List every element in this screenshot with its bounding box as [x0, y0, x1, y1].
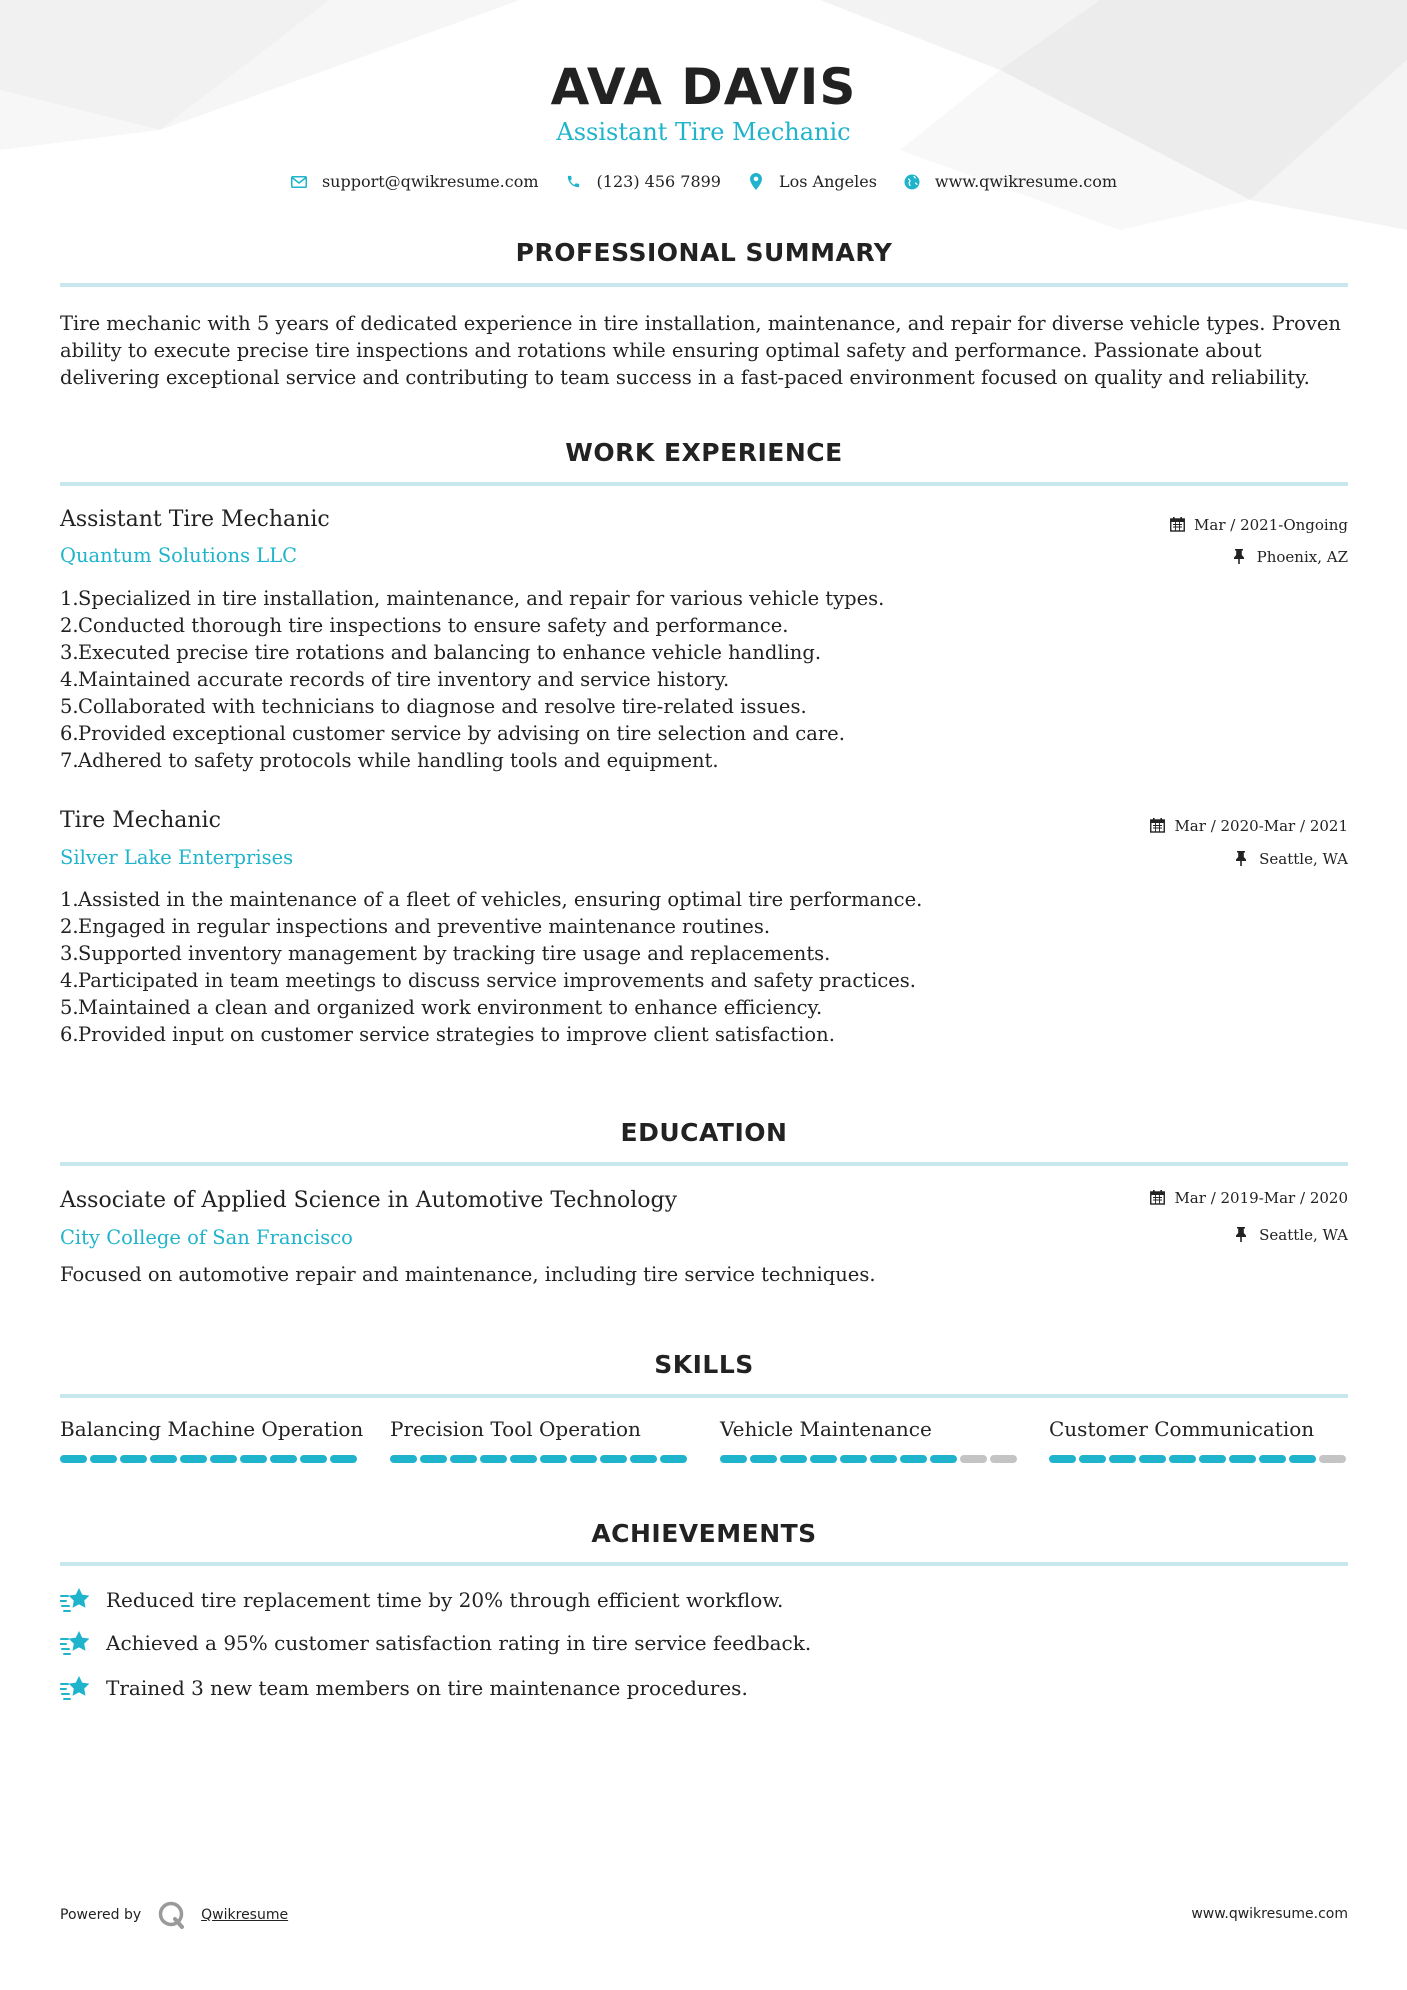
achievement-text: Trained 3 new team members on tire maintenance procedures.: [106, 1676, 748, 1700]
education-location: [1235, 1226, 1348, 1244]
job-dates: [1150, 817, 1348, 835]
skill-segment-filled: [1079, 1455, 1106, 1463]
summary-text: Tire mechanic with 5 years of dedicated experience in tire installation, maintenance, and repair for diverse vehicle types. Proven ability to execute precise tire inspections and rotations while ensuring optimal safety and performance. Passionate about delivering exceptional service and contributing to team success in a fast-paced environment focused on quality and reliability.: [60, 312, 1341, 389]
education-location-text: Seattle, WA: [1259, 1226, 1348, 1244]
job-dates-text: Mar / 2021-Ongoing: [1194, 516, 1348, 534]
education-divider: [60, 1162, 1348, 1166]
contact-phone-text: (123) 456 7899: [596, 172, 721, 191]
list-item-text: Specialized in tire installation, maintenance, and repair for various vehicle types.: [78, 587, 885, 610]
skill-segment-filled: [180, 1455, 207, 1463]
skill-segment-filled: [1109, 1455, 1136, 1463]
skill-segment-filled: [120, 1455, 147, 1463]
achievement-item: [60, 1674, 748, 1702]
skill-segment-filled: [240, 1455, 267, 1463]
list-item-text: Assisted in the maintenance of a fleet of vehicles, ensuring optimal tire performance.: [78, 888, 923, 911]
skill-segment-filled: [1259, 1455, 1286, 1463]
skill-segment-filled: [480, 1455, 507, 1463]
education-heading: EDUCATION: [620, 1118, 788, 1147]
pushpin-icon: [1235, 851, 1251, 867]
skill-segment-filled: [1289, 1455, 1316, 1463]
calendar-icon: [1150, 1190, 1166, 1206]
education-school: City College of San Francisco: [60, 1226, 353, 1249]
list-item-text: Provided input on customer service strategies to improve client satisfaction.: [78, 1023, 835, 1046]
skill-segment-filled: [90, 1455, 117, 1463]
education-dates-text: Mar / 2019-Mar / 2020: [1174, 1189, 1348, 1207]
skill-segment-filled: [720, 1455, 747, 1463]
list-item-text: Collaborated with technicians to diagnose and resolve tire-related issues.: [78, 695, 807, 718]
education-degree: Associate of Applied Science in Automotive Technology: [60, 1188, 678, 1213]
skill-segment-filled: [900, 1455, 927, 1463]
skill-segment-filled: [210, 1455, 237, 1463]
list-item: 1. Assisted in the maintenance of a fleet of vehicles, ensuring optimal tire performance.: [60, 888, 923, 911]
job-bullets: [60, 886, 1160, 1048]
list-item: 6. Provided exceptional customer service by advising on tire selection and care.: [60, 722, 845, 745]
list-item-text: Adhered to safety protocols while handling tools and equipment.: [78, 749, 719, 772]
skill-segment-filled: [300, 1455, 327, 1463]
list-item-text: Participated in team meetings to discuss service improvements and safety practices.: [78, 969, 916, 992]
list-item: 1. Specialized in tire installation, maintenance, and repair for various vehicle types.: [60, 587, 885, 610]
skill-level-bar: [60, 1455, 360, 1463]
skill-segment-empty: [960, 1455, 987, 1463]
contact-location-text: Los Angeles: [778, 172, 877, 191]
phone-icon: [565, 173, 583, 191]
contact-website[interactable]: [903, 172, 1117, 191]
contact-email[interactable]: [290, 172, 539, 191]
list-item: 4. Maintained accurate records of tire inventory and service history.: [60, 668, 730, 691]
skill-segment-filled: [660, 1455, 687, 1463]
footer-website[interactable]: www.qwikresume.com: [1191, 1906, 1348, 1922]
list-item: 4. Participated in team meetings to discuss service improvements and safety practices.: [60, 969, 916, 992]
skill-segment-filled: [570, 1455, 597, 1463]
calendar-icon: [1170, 517, 1186, 533]
skill-segment-filled: [750, 1455, 777, 1463]
skill-segment-filled: [1049, 1455, 1076, 1463]
contact-website-text: www.qwikresume.com: [934, 172, 1118, 191]
globe-icon: [903, 173, 921, 191]
job-location: [1235, 850, 1348, 868]
job-location-text: Phoenix, AZ: [1256, 548, 1348, 566]
achievement-item: [60, 1629, 811, 1657]
skill-segment-filled: [930, 1455, 957, 1463]
skill-segment-filled: [780, 1455, 807, 1463]
pushpin-icon: [1233, 549, 1249, 565]
list-item-text: Supported inventory management by tracking tire usage and replacements.: [78, 942, 831, 965]
contact-location: [747, 172, 877, 191]
experience-divider: [60, 482, 1348, 486]
skill-level-bar: [390, 1455, 690, 1463]
star-icon: [60, 1674, 92, 1702]
skill-segment-filled: [450, 1455, 477, 1463]
job-title: Tire Mechanic: [60, 808, 221, 833]
list-item: 3. Supported inventory management by tracking tire usage and replacements.: [60, 942, 831, 965]
education-description: Focused on automotive repair and maintenance, including tire service techniques.: [60, 1263, 876, 1286]
pushpin-icon: [1235, 1227, 1251, 1243]
skill-segment-filled: [870, 1455, 897, 1463]
job-dates: [1170, 516, 1348, 534]
skill-segment-filled: [420, 1455, 447, 1463]
skill-name: Balancing Machine Operation: [60, 1417, 364, 1441]
job-location: [1233, 548, 1348, 566]
skill-name: Customer Communication: [1049, 1417, 1315, 1441]
job-location-text: Seattle, WA: [1259, 850, 1348, 868]
candidate-role: Assistant Tire Mechanic: [556, 118, 851, 146]
list-item: 5. Collaborated with technicians to diagnose and resolve tire-related issues.: [60, 695, 807, 718]
skill-segment-filled: [330, 1455, 357, 1463]
achievement-text: Reduced tire replacement time by 20% through efficient workflow.: [106, 1588, 784, 1612]
skill-segment-empty: [1319, 1455, 1346, 1463]
list-item: 5. Maintained a clean and organized work environment to enhance efficiency.: [60, 996, 823, 1019]
map-pin-icon: [747, 173, 765, 191]
list-item-text: Provided exceptional customer service by advising on tire selection and care.: [78, 722, 845, 745]
list-item: 2. Conducted thorough tire inspections to ensure safety and performance.: [60, 614, 789, 637]
skill-segment-filled: [810, 1455, 837, 1463]
skill-segment-filled: [1199, 1455, 1226, 1463]
skill-segment-empty: [990, 1455, 1017, 1463]
skill-segment-filled: [270, 1455, 297, 1463]
list-item: 6. Provided input on customer service strategies to improve client satisfaction.: [60, 1023, 835, 1046]
list-item-text: Maintained accurate records of tire inventory and service history.: [78, 668, 730, 691]
skill-item: [720, 1417, 1020, 1463]
list-item: 7. Adhered to safety protocols while handling tools and equipment.: [60, 749, 719, 772]
job-dates-text: Mar / 2020-Mar / 2021: [1174, 817, 1348, 835]
job-company: Quantum Solutions LLC: [60, 544, 298, 567]
footer-powered-by: [60, 1900, 288, 1930]
achievement-text: Achieved a 95% customer satisfaction rating in tire service feedback.: [106, 1631, 812, 1655]
skill-segment-filled: [150, 1455, 177, 1463]
job-company: Silver Lake Enterprises: [60, 846, 294, 869]
qwikresume-logo-icon: [157, 1900, 187, 1930]
education-dates: [1150, 1189, 1348, 1207]
list-item: 2. Engaged in regular inspections and preventive maintenance routines.: [60, 915, 771, 938]
powered-by-label: Powered by: [60, 1907, 142, 1923]
star-icon: [60, 1629, 92, 1657]
experience-heading: WORK EXPERIENCE: [565, 438, 843, 467]
contact-email-text: support@qwikresume.com: [321, 172, 539, 191]
skill-name: Precision Tool Operation: [390, 1417, 641, 1441]
skill-item: [390, 1417, 690, 1463]
contact-phone[interactable]: [565, 172, 721, 191]
skill-name: Vehicle Maintenance: [720, 1417, 932, 1441]
calendar-icon: [1150, 818, 1166, 834]
achievements-heading: ACHIEVEMENTS: [591, 1519, 817, 1548]
star-icon: [60, 1586, 92, 1614]
contact-bar: [0, 172, 1407, 191]
skill-segment-filled: [510, 1455, 537, 1463]
skill-segment-filled: [1139, 1455, 1166, 1463]
list-item-text: Engaged in regular inspections and preventive maintenance routines.: [78, 915, 771, 938]
skill-segment-filled: [840, 1455, 867, 1463]
list-item-text: Conducted thorough tire inspections to ensure safety and performance.: [78, 614, 789, 637]
skill-segment-filled: [390, 1455, 417, 1463]
skill-item: [1049, 1417, 1349, 1463]
list-item-text: Executed precise tire rotations and balancing to enhance vehicle handling.: [78, 641, 822, 664]
skill-segment-filled: [600, 1455, 627, 1463]
achievement-item: [60, 1586, 783, 1614]
skill-level-bar: [720, 1455, 1020, 1463]
job-title: Assistant Tire Mechanic: [60, 507, 330, 532]
candidate-name: AVA DAVIS: [550, 58, 857, 116]
skill-segment-filled: [60, 1455, 87, 1463]
skill-level-bar: [1049, 1455, 1349, 1463]
skill-segment-filled: [540, 1455, 567, 1463]
skills-divider: [60, 1394, 1348, 1398]
list-item: 3. Executed precise tire rotations and balancing to enhance vehicle handling.: [60, 641, 822, 664]
job-bullets: [60, 585, 1160, 774]
achievements-divider: [60, 1562, 1348, 1566]
skill-segment-filled: [630, 1455, 657, 1463]
summary-divider: [60, 283, 1348, 287]
envelope-icon: [290, 173, 308, 191]
skills-heading: SKILLS: [654, 1350, 754, 1379]
skill-segment-filled: [1229, 1455, 1256, 1463]
summary-heading: PROFESSIONAL SUMMARY: [515, 238, 893, 267]
brand-link[interactable]: Qwikresume: [201, 1907, 289, 1923]
list-item-text: Maintained a clean and organized work environment to enhance efficiency.: [78, 996, 823, 1019]
skill-segment-filled: [1169, 1455, 1196, 1463]
skill-item: [60, 1417, 364, 1463]
